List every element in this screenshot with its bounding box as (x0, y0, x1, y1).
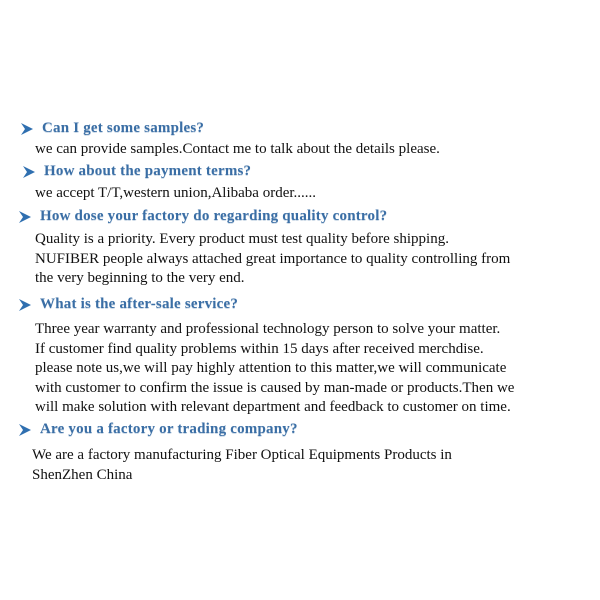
answer-line: we can provide samples.Contact me to talk about the details please. (35, 141, 440, 157)
answer-line: We are a factory manufacturing Fiber Optical Equipments Products in (32, 447, 452, 463)
answer-line: ShenZhen China (32, 466, 133, 483)
arrowhead-bullet-icon (20, 122, 34, 136)
answer-line: please note us,we will pay highly attention to this matter,we will communicate (35, 360, 507, 376)
faq-question-1 (20, 120, 204, 137)
answer-line: with customer to confirm the issue is caused by man-made or products.Then we (35, 379, 515, 396)
faq-answer-2 (35, 184, 565, 204)
answer-line: If customer find quality problems within 15 days after received merchdise. (35, 340, 484, 357)
arrowhead-bullet-icon (18, 210, 32, 224)
answer-line: Three year warranty and professional technology person to solve your matter. (35, 321, 501, 337)
question-text: How about the payment terms? (44, 163, 252, 179)
faq-question-2 (22, 163, 251, 180)
arrowhead-bullet-icon (18, 298, 32, 312)
question-text: Are you a factory or trading company? (40, 421, 298, 437)
answer-line: the very beginning to the very end. (35, 270, 245, 286)
faq-answer-5 (32, 446, 562, 485)
faq-question-4 (18, 296, 238, 313)
question-text: What is the after-sale service? (40, 296, 239, 312)
question-text: How dose your factory do regarding quality control? (40, 208, 388, 224)
faq-answer-4 (35, 320, 565, 418)
answer-line: NUFIBER people always attached great importance to quality controlling from (35, 250, 511, 267)
faq-answer-3 (35, 230, 565, 289)
faq-answer-1 (35, 140, 565, 160)
arrowhead-bullet-icon (18, 423, 32, 437)
faq-question-5 (18, 421, 298, 438)
answer-line: we accept T/T,western union,Alibaba order...... (35, 185, 317, 201)
faq-question-3 (18, 208, 387, 225)
answer-line: will make solution with relevant department and feedback to customer on time. (35, 399, 511, 415)
arrowhead-bullet-icon (22, 165, 36, 179)
question-text: Can I get some samples? (42, 120, 205, 136)
answer-line: Quality is a priority. Every product must test quality before shipping. (35, 231, 449, 247)
